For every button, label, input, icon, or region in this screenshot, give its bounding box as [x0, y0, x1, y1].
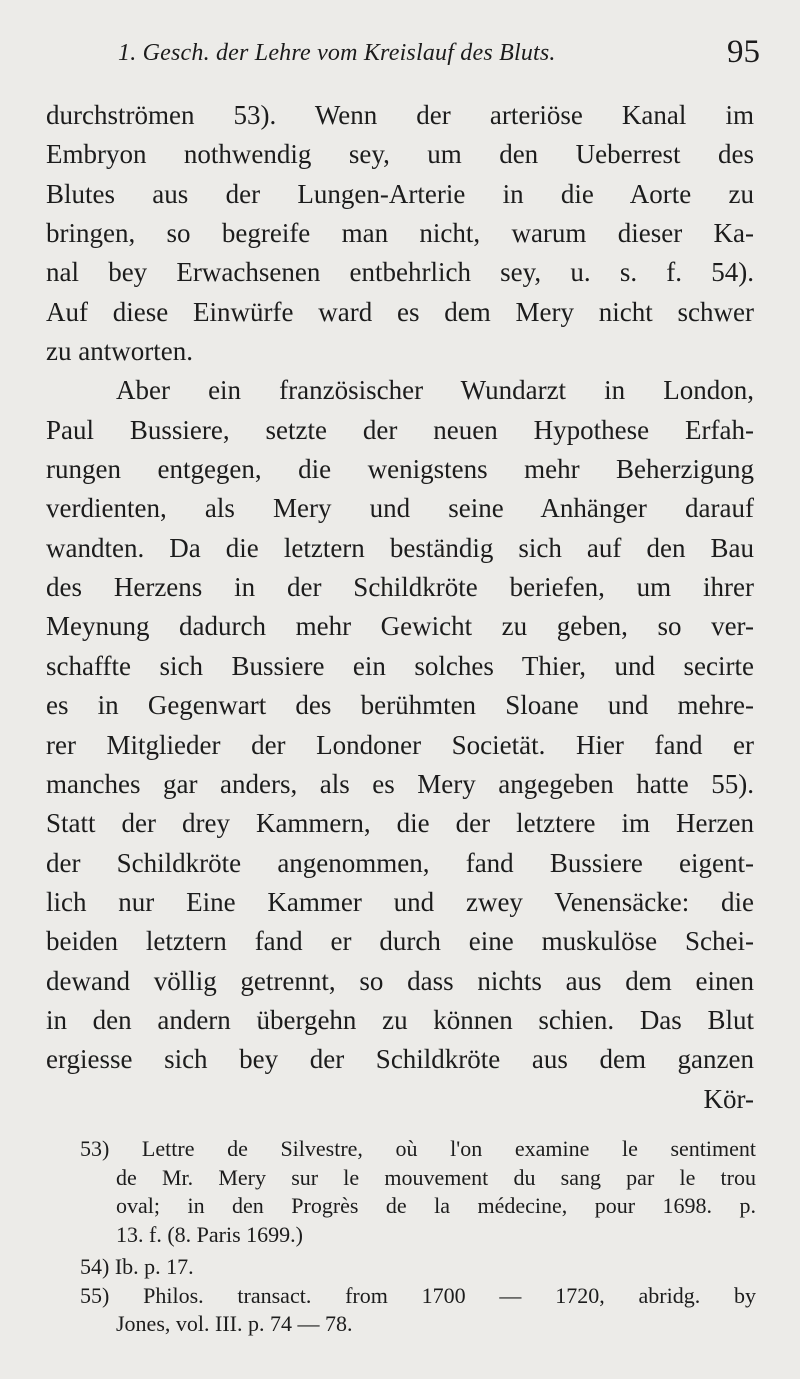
footnote-line: 53) Lettre de Silvestre, où l'on examine le sentiment	[80, 1136, 756, 1161]
footnote-line: de Mr. Mery sur le mouvement du sang par le trou	[116, 1164, 756, 1190]
page-number: 95	[727, 34, 760, 70]
footnotes	[80, 1135, 756, 1339]
text-line: ergiesse sich bey der Schildkröte aus dem ganzen	[46, 1044, 754, 1075]
footnote-53	[80, 1135, 756, 1249]
text-line: Paul Bussiere, setzte der neuen Hypothese Erfah-	[46, 414, 754, 445]
text-line: verdienten, als Mery und seine Anhänger darauf	[46, 493, 754, 524]
page-header	[0, 34, 800, 80]
text-line: nal bey Erwachsenen entbehrlich sey, u. s. f. 54).	[46, 257, 754, 288]
catchword: Kör-	[703, 1083, 754, 1114]
text-line: rungen entgegen, die wenigstens mehr Beherzigung	[46, 454, 754, 485]
footnote-line: 55) Philos. transact. from 1700 — 1720, abridg. by	[80, 1282, 756, 1308]
text-line: in den andern übergehn zu können schien. Das Blut	[46, 1004, 754, 1035]
text-line: zu antworten.	[46, 336, 193, 367]
footnote-54	[80, 1253, 756, 1282]
footnote-55	[80, 1282, 756, 1339]
text-line: beiden letztern fand er durch eine muskulöse Schei-	[46, 926, 754, 957]
text-line: rer Mitglieder der Londoner Societät. Hier fand er	[46, 729, 754, 760]
text-line: Meynung dadurch mehr Gewicht zu geben, so ver-	[46, 611, 754, 642]
footnote-line: 13. f. (8. Paris 1699.)	[116, 1221, 303, 1247]
text-line: des Herzens in der Schildkröte beriefen, um ihrer	[46, 572, 754, 603]
text-line: lich nur Eine Kammer und zwey Venensäcke: die	[46, 886, 754, 917]
text-line: durchströmen 53). Wenn der arteriöse Kanal im	[46, 100, 754, 130]
text-line: Embryon nothwendig sey, um den Ueberrest des	[46, 139, 754, 170]
text-line: bringen, so begreife man nicht, warum dieser Ka-	[46, 218, 754, 249]
footnote-line: oval; in den Progrès de la médecine, pour 1698. p.	[116, 1193, 756, 1218]
text-line: der Schildkröte angenommen, fand Bussiere eigent-	[46, 847, 754, 878]
running-head: 1. Gesch. der Lehre vom Kreislauf des Bluts.	[118, 40, 556, 66]
text-line: es in Gegenwart des berühmten Sloane und mehre-	[46, 690, 754, 721]
text-line: wandten. Da die letztern beständig sich auf den Bau	[46, 532, 754, 563]
body-text	[46, 96, 754, 1119]
text-line: manches gar anders, als es Mery angegeben hatte 55).	[46, 768, 754, 799]
text-line: Statt der drey Kammern, die der letztere im Herzen	[46, 808, 754, 839]
text-line: Auf diese Einwürfe ward es dem Mery nicht schwer	[46, 296, 754, 327]
text-line: Blutes aus der Lungen-Arterie in die Aorte zu	[46, 178, 754, 209]
footnote-line: Jones, vol. III. p. 74 — 78.	[116, 1311, 353, 1336]
text-line: dewand völlig getrennt, so dass nichts aus dem einen	[46, 965, 754, 996]
text-line: Aber ein französischer Wundarzt in London,	[116, 375, 754, 406]
text-line: schaffte sich Bussiere ein solches Thier, und secirte	[46, 650, 754, 681]
footnote-line: 54) Ib. p. 17.	[80, 1254, 194, 1279]
